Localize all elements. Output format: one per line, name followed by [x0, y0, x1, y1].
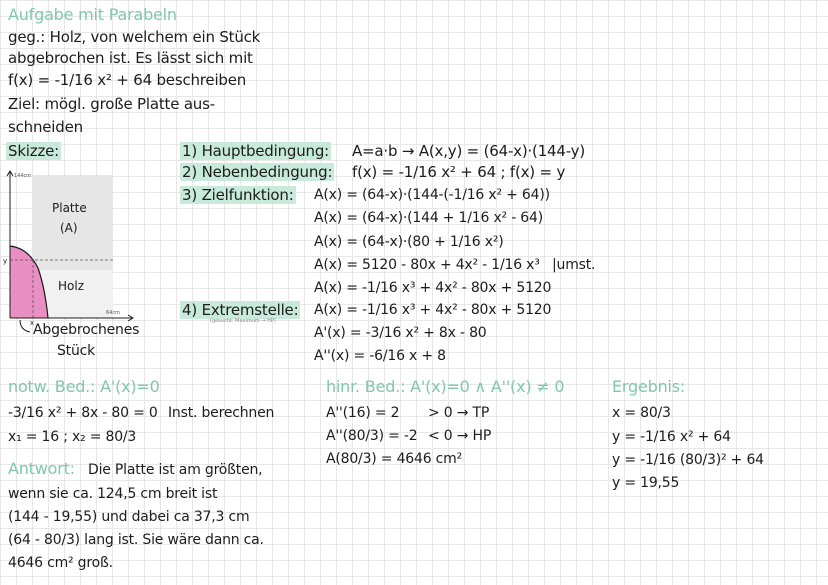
- antwort-line-4: (64 - 80/3) lang ist. Sie wäre dann ca.: [8, 532, 264, 548]
- neben-eq: f(x) = -1/16 x² + 64 ; f(x) = y: [352, 163, 566, 181]
- antwort-line-5: 4646 cm² groß.: [8, 555, 113, 571]
- hinr-line-3: A(80/3) = 4646 cm²: [326, 451, 462, 467]
- extrem-eq-1: A(x) = -1/16 x³ + 4x² - 80x + 5120: [314, 302, 552, 318]
- ziel-eq-1: A(x) = (64-x)·(144-(-1/16 x² + 64)): [314, 187, 550, 203]
- given-line-2: abgebrochen ist. Es lässt sich mit: [8, 49, 253, 67]
- notw-label: notw. Bed.: A'(x)=0: [8, 377, 160, 396]
- ziel-eq-3: A(x) = (64-x)·(80 + 1/16 x²): [314, 234, 504, 250]
- hinr-line-2-result: < 0 → HP: [428, 428, 492, 444]
- ergebnis-line-1: x = 80/3: [612, 405, 671, 421]
- antwort-label: Antwort:: [8, 459, 75, 478]
- holz-label: Holz: [58, 279, 84, 293]
- extrem-note: (gesucht: Maximum → HP): [210, 318, 276, 324]
- broken-label-2: Stück: [57, 343, 96, 359]
- extrem-eq-2: A'(x) = -3/16 x² + 8x - 80: [314, 325, 487, 341]
- ziel-eq-2: A(x) = (64-x)·(144 + 1/16 x² - 64): [314, 210, 543, 226]
- antwort-line-1: Die Platte ist am größten,: [88, 462, 263, 478]
- given-line-5: schneiden: [8, 118, 83, 136]
- umstellen-note: |umst.: [552, 257, 596, 273]
- notw-eq: -3/16 x² + 8x - 80 = 0: [8, 405, 158, 421]
- neben-label: 2) Nebenbedingung:: [182, 163, 333, 181]
- sketch-label: Skizze:: [8, 142, 60, 160]
- hinr-line-1: A''(16) = 2: [326, 405, 400, 421]
- y-axis-label: 144cm: [14, 173, 32, 179]
- antwort-line-2: wenn sie ca. 124,5 cm breit ist: [8, 486, 218, 502]
- ergebnis-line-2: y = -1/16 x² + 64: [612, 429, 731, 445]
- haupt-eq: A=a·b → A(x,y) = (64-x)·(144-y): [352, 142, 586, 160]
- x-axis-label: 64cm: [106, 310, 120, 316]
- ziel-eq-4: A(x) = 5120 - 80x + 4x² - 1/16 x³: [314, 257, 540, 273]
- ziel-label: 3) Zielfunktion:: [182, 186, 294, 204]
- hinr-label: hinr. Bed.: A'(x)=0 ∧ A''(x) ≠ 0: [326, 377, 565, 396]
- page-title: Aufgabe mit Parabeln: [8, 5, 177, 24]
- extrem-label: 4) Extremstelle:: [182, 301, 299, 319]
- broken-pointer: [20, 320, 30, 332]
- extrem-eq-3: A''(x) = -6/16 x + 8: [314, 348, 446, 364]
- ziel-eq-5: A(x) = -1/16 x³ + 4x² - 80x + 5120: [314, 280, 552, 296]
- notw-solutions: x₁ = 16 ; x₂ = 80/3: [8, 429, 137, 445]
- platte-label: Platte: [52, 201, 87, 215]
- ergebnis-line-4: y = 19,55: [612, 475, 680, 491]
- notw-calc-note: Inst. berechnen: [168, 405, 275, 421]
- y-mark: y: [3, 257, 8, 265]
- sketch-graph: [0, 168, 140, 343]
- ergebnis-line-3: y = -1/16 (80/3)² + 64: [612, 452, 764, 468]
- given-line-1: geg.: Holz, von welchem ein Stück: [8, 28, 261, 46]
- haupt-label: 1) Hauptbedingung:: [182, 142, 330, 160]
- broken-label-1: Abgebrochenes: [33, 322, 140, 338]
- hinr-line-1-result: > 0 → TP: [428, 405, 490, 421]
- antwort-line-3: (144 - 19,55) und dabei ca 37,3 cm: [8, 509, 250, 525]
- given-line-4: Ziel: mögl. große Platte aus-: [8, 95, 215, 113]
- ergebnis-label: Ergebnis:: [612, 377, 686, 396]
- platte-a-label: (A): [60, 221, 78, 235]
- hinr-line-2: A''(80/3) = -2: [326, 428, 418, 444]
- given-line-3: f(x) = -1/16 x² + 64 beschreiben: [8, 71, 247, 89]
- x-mark: x: [30, 319, 35, 327]
